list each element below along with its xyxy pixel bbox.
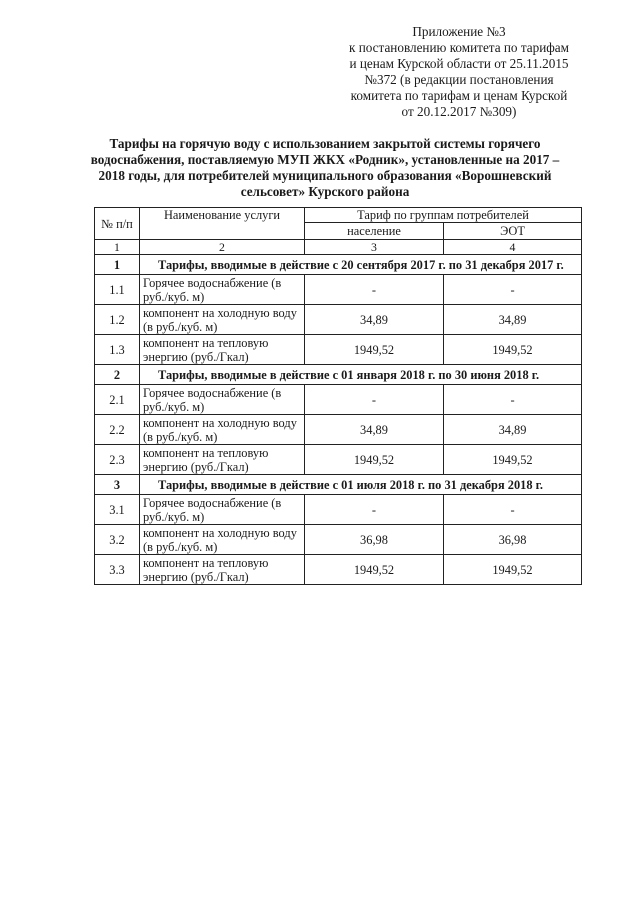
period-number: 2	[95, 365, 140, 385]
population-tariff: 1949,52	[305, 445, 444, 475]
row-index: 1.3	[95, 335, 140, 365]
service-name: компонент на тепловую энергию (руб./Гкал)	[140, 335, 305, 365]
eot-tariff: -	[444, 275, 582, 305]
eot-tariff: 36,98	[444, 525, 582, 555]
title-line: 2018 годы, для потребителей муниципального образования «Ворошневский	[98, 168, 552, 183]
header-population: население	[305, 223, 444, 240]
table-row	[95, 415, 582, 445]
appendix-note	[328, 24, 590, 120]
title-line: сельсовет» Курского района	[240, 184, 410, 199]
table-row	[95, 335, 582, 365]
header-eot: ЭОТ	[444, 223, 582, 240]
table-row	[95, 525, 582, 555]
title-line: водоснабжения, поставляемую МУП ЖКХ «Родник», установленные на 2017 –	[90, 152, 560, 167]
tariff-table	[94, 207, 582, 585]
row-index: 1.2	[95, 305, 140, 335]
eot-tariff: 1949,52	[444, 445, 582, 475]
population-tariff: 1949,52	[305, 555, 444, 585]
period-number: 3	[95, 475, 140, 495]
appendix-line: Приложение №3	[412, 24, 506, 39]
column-number-row	[95, 240, 582, 255]
population-tariff: -	[305, 275, 444, 305]
service-name: компонент на тепловую энергию (руб./Гкал)	[140, 555, 305, 585]
service-name: Горячее водоснабжение (в руб./куб. м)	[140, 385, 305, 415]
period-number: 1	[95, 255, 140, 275]
period-title: Тарифы, вводимые в действие с 01 января 2018 г. по 30 июня 2018 г.	[140, 365, 582, 385]
population-tariff: 34,89	[305, 305, 444, 335]
population-tariff: -	[305, 495, 444, 525]
appendix-line: и ценам Курской области от 25.11.2015	[349, 56, 569, 71]
table-row	[95, 275, 582, 305]
appendix-line: комитета по тарифам и ценам Курской	[350, 88, 568, 103]
population-tariff: 1949,52	[305, 335, 444, 365]
title-line: Тарифы на горячую воду с использованием закрытой системы горячего	[109, 136, 541, 151]
period-title: Тарифы, вводимые в действие с 20 сентября 2017 г. по 31 декабря 2017 г.	[140, 255, 582, 275]
eot-tariff: -	[444, 385, 582, 415]
population-tariff: 36,98	[305, 525, 444, 555]
table-row	[95, 305, 582, 335]
period-row	[95, 255, 582, 275]
eot-tariff: 1949,52	[444, 335, 582, 365]
period-title: Тарифы, вводимые в действие с 01 июля 2018 г. по 31 декабря 2018 г.	[140, 475, 582, 495]
row-index: 2.2	[95, 415, 140, 445]
table-row	[95, 495, 582, 525]
header-row	[95, 208, 582, 223]
table-row	[95, 555, 582, 585]
row-index: 3.1	[95, 495, 140, 525]
table-row	[95, 385, 582, 415]
header-num: № п/п	[95, 208, 140, 240]
column-number: 3	[305, 240, 444, 255]
header-tariff-group: Тариф по группам потребителей	[305, 208, 582, 223]
column-number: 1	[95, 240, 140, 255]
appendix-line: от 20.12.2017 №309)	[401, 104, 517, 119]
service-name: Горячее водоснабжение (в руб./куб. м)	[140, 275, 305, 305]
appendix-line: к постановлению комитета по тарифам	[348, 40, 569, 55]
eot-tariff: 34,89	[444, 305, 582, 335]
document-title	[86, 136, 564, 200]
population-tariff: 34,89	[305, 415, 444, 445]
row-index: 1.1	[95, 275, 140, 305]
service-name: компонент на холодную воду (в руб./куб. м)	[140, 305, 305, 335]
period-row	[95, 475, 582, 495]
appendix-line: №372 (в редакции постановления	[364, 72, 554, 87]
row-index: 2.3	[95, 445, 140, 475]
table-row	[95, 445, 582, 475]
service-name: Горячее водоснабжение (в руб./куб. м)	[140, 495, 305, 525]
population-tariff: -	[305, 385, 444, 415]
row-index: 2.1	[95, 385, 140, 415]
service-name: компонент на холодную воду (в руб./куб. м)	[140, 415, 305, 445]
column-number: 2	[140, 240, 305, 255]
eot-tariff: -	[444, 495, 582, 525]
period-row	[95, 365, 582, 385]
row-index: 3.2	[95, 525, 140, 555]
service-name: компонент на холодную воду (в руб./куб. м)	[140, 525, 305, 555]
column-number: 4	[444, 240, 582, 255]
table-header	[95, 208, 582, 255]
header-service: Наименование услуги	[140, 208, 305, 240]
row-index: 3.3	[95, 555, 140, 585]
table-body	[95, 255, 582, 585]
service-name: компонент на тепловую энергию (руб./Гкал)	[140, 445, 305, 475]
eot-tariff: 34,89	[444, 415, 582, 445]
eot-tariff: 1949,52	[444, 555, 582, 585]
